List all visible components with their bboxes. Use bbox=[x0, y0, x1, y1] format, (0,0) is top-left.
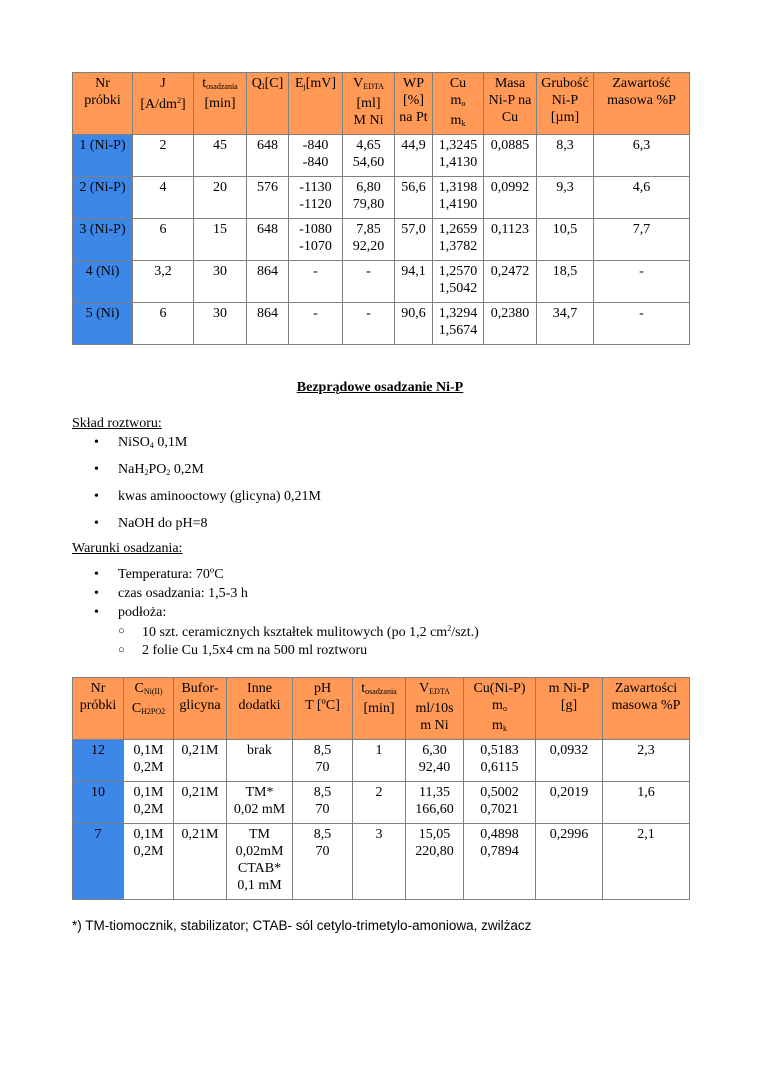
table-cell: 6,80 79,80 bbox=[343, 177, 395, 219]
table-cell: 94,1 bbox=[395, 261, 433, 303]
table-cell: 10 bbox=[73, 782, 124, 824]
table2-header-cell: Cu(Ni-P) $m_o$ $m_k$ bbox=[464, 678, 536, 740]
table-cell: 7 bbox=[73, 824, 124, 900]
table-cell: 6 bbox=[133, 219, 194, 261]
footnote: *) TM-tiomocznik, stabilizator; CTAB- sól cetylo-trimetylo-amoniowa, zwilżacz bbox=[72, 918, 532, 933]
table-cell: 576 bbox=[247, 177, 289, 219]
table-cell: -1130 -1120 bbox=[289, 177, 343, 219]
table1-header-cell: Grubość Ni-P [µm] bbox=[537, 73, 594, 135]
list-item: • kwas aminooctowy (glicyna) 0,21M bbox=[72, 489, 321, 516]
conditions-label: Warunki osadzania: bbox=[72, 541, 183, 556]
table-cell: - bbox=[343, 261, 395, 303]
table-cell: 6 bbox=[133, 303, 194, 345]
list-item: • podłoża: bbox=[72, 605, 248, 624]
table-cell: 7,7 bbox=[594, 219, 690, 261]
table-cell: 1,2659 1,3782 bbox=[433, 219, 484, 261]
substrate-list bbox=[118, 624, 479, 662]
table-row bbox=[73, 782, 690, 824]
table-cell: -840 -840 bbox=[289, 135, 343, 177]
table-cell: 1,3198 1,4190 bbox=[433, 177, 484, 219]
table1-header-cell: J $[A/dm^2]$ bbox=[133, 73, 194, 135]
table-cell: - bbox=[594, 303, 690, 345]
table-cell: 56,6 bbox=[395, 177, 433, 219]
table-row bbox=[73, 303, 690, 345]
table-cell: 0,0932 bbox=[536, 740, 603, 782]
table1-header-cell: $Q_I[C]$ bbox=[247, 73, 289, 135]
list-item: • NaOH do pH=8 bbox=[72, 516, 321, 537]
conditions-list bbox=[72, 567, 248, 624]
table-cell: 1,3294 1,5674 bbox=[433, 303, 484, 345]
table-cell: 2 bbox=[353, 782, 406, 824]
table-cell: 5 (Ni) bbox=[73, 303, 133, 345]
table-cell: 18,5 bbox=[537, 261, 594, 303]
list-item: ○ 10 szt. ceramicznych kształtek mulitowych (po 1,2 $cm^2/szt$.) bbox=[118, 624, 479, 643]
table-cell: 0,0885 bbox=[484, 135, 537, 177]
table-cell: 4,6 bbox=[594, 177, 690, 219]
table-cell: 44,9 bbox=[395, 135, 433, 177]
table-cell: 1,6 bbox=[603, 782, 690, 824]
table-cell: 0,1M 0,2M bbox=[124, 824, 174, 900]
table-cell: 864 bbox=[247, 261, 289, 303]
table-row bbox=[73, 261, 690, 303]
list-item: • $NaH_2PO_2$ 0,2M bbox=[72, 462, 321, 489]
table-cell: 7,85 92,20 bbox=[343, 219, 395, 261]
table2-header-cell: Inne dodatki bbox=[227, 678, 293, 740]
table-cell: 4 bbox=[133, 177, 194, 219]
table-cell: 0,4898 0,7894 bbox=[464, 824, 536, 900]
list-item: ○ 2 folie Cu 1,5x4 cm na 500 ml roztworu bbox=[118, 643, 479, 662]
table2-header-cell: m Ni-P [g] bbox=[536, 678, 603, 740]
table-cell: - bbox=[594, 261, 690, 303]
table2-header-cell: $V_{EDTA}$ ml/10s m Ni bbox=[406, 678, 464, 740]
table-cell: 0,5183 0,6115 bbox=[464, 740, 536, 782]
table-cell: 90,6 bbox=[395, 303, 433, 345]
table-cell: 0,2996 bbox=[536, 824, 603, 900]
table-cell: TM* 0,02 mM bbox=[227, 782, 293, 824]
table-cell: 34,7 bbox=[537, 303, 594, 345]
table2-header-row bbox=[73, 678, 690, 740]
table-row bbox=[73, 177, 690, 219]
table-cell: 1 (Ni-P) bbox=[73, 135, 133, 177]
table1-header-row bbox=[73, 73, 690, 135]
table-cell: 0,21M bbox=[174, 782, 227, 824]
solution-label: Skład roztworu: bbox=[72, 416, 162, 431]
table-cell: 0,1M 0,2M bbox=[124, 740, 174, 782]
table1-header-cell: $V_{EDTA}$ [ml] M Ni bbox=[343, 73, 395, 135]
table-cell: 4 (Ni) bbox=[73, 261, 133, 303]
table-cell: - bbox=[289, 261, 343, 303]
table-cell: 30 bbox=[194, 261, 247, 303]
table-cell: 2 bbox=[133, 135, 194, 177]
table-cell: 1 bbox=[353, 740, 406, 782]
table-electrodeposition bbox=[72, 72, 690, 345]
table-cell: 648 bbox=[247, 219, 289, 261]
table-cell: brak bbox=[227, 740, 293, 782]
table-cell: 0,1123 bbox=[484, 219, 537, 261]
table-cell: 6,3 bbox=[594, 135, 690, 177]
list-item: • czas osadzania: 1,5-3 h bbox=[72, 586, 248, 605]
table1-header-cell: Cu $m_o$ $m_k$ bbox=[433, 73, 484, 135]
table-cell: 3 bbox=[353, 824, 406, 900]
table-cell: 30 bbox=[194, 303, 247, 345]
table-cell: 0,21M bbox=[174, 740, 227, 782]
table2-header-cell: pH T [ºC] bbox=[293, 678, 353, 740]
table-row bbox=[73, 135, 690, 177]
table1-header-cell: $E_j[mV]$ bbox=[289, 73, 343, 135]
table-cell: 8,5 70 bbox=[293, 824, 353, 900]
table-cell: 8,5 70 bbox=[293, 782, 353, 824]
table-cell: 15 bbox=[194, 219, 247, 261]
table-cell: 1,3245 1,4130 bbox=[433, 135, 484, 177]
table-cell: 12 bbox=[73, 740, 124, 782]
solution-list bbox=[72, 435, 321, 537]
table-row bbox=[73, 740, 690, 782]
table2-header-cell: $t_{osadzania}$ [min] bbox=[353, 678, 406, 740]
table-cell: 2 (Ni-P) bbox=[73, 177, 133, 219]
table-cell: 8,5 70 bbox=[293, 740, 353, 782]
list-item: • NiSO$_4$ 0,1M bbox=[72, 435, 321, 462]
table-cell: 6,30 92,40 bbox=[406, 740, 464, 782]
table-cell: 10,5 bbox=[537, 219, 594, 261]
table-cell: -1080 -1070 bbox=[289, 219, 343, 261]
section-title: Bezprądowe osadzanie Ni-P bbox=[296, 380, 464, 395]
table-cell: 20 bbox=[194, 177, 247, 219]
table-cell: 8,3 bbox=[537, 135, 594, 177]
table-row bbox=[73, 824, 690, 900]
table1-header-cell: Zawartość masowa %P bbox=[594, 73, 690, 135]
table-cell: - bbox=[289, 303, 343, 345]
table2-header-cell: Zawartości masowa %P bbox=[603, 678, 690, 740]
table2-header-cell: $C_{Ni(II)}$ $C_{H2PO2}$ bbox=[124, 678, 174, 740]
table-cell: 1,2570 1,5042 bbox=[433, 261, 484, 303]
table-cell: 0,2019 bbox=[536, 782, 603, 824]
table-cell: 0,1M 0,2M bbox=[124, 782, 174, 824]
table-cell: 0,5002 0,7021 bbox=[464, 782, 536, 824]
table-cell: - bbox=[343, 303, 395, 345]
table-cell: 2,1 bbox=[603, 824, 690, 900]
table2-header-cell: Bufor- glicyna bbox=[174, 678, 227, 740]
table-cell: 0,2472 bbox=[484, 261, 537, 303]
table-cell: 864 bbox=[247, 303, 289, 345]
table-cell: 0,0992 bbox=[484, 177, 537, 219]
table-cell: 0,21M bbox=[174, 824, 227, 900]
table2-header-cell: Nr próbki bbox=[73, 678, 124, 740]
table-electroless bbox=[72, 677, 690, 900]
table-cell: 9,3 bbox=[537, 177, 594, 219]
table-cell: 45 bbox=[194, 135, 247, 177]
table-cell: 0,2380 bbox=[484, 303, 537, 345]
table-cell: 4,65 54,60 bbox=[343, 135, 395, 177]
table-cell: 11,35 166,60 bbox=[406, 782, 464, 824]
table-cell: TM 0,02mM CTAB* 0,1 mM bbox=[227, 824, 293, 900]
table-cell: 3 (Ni-P) bbox=[73, 219, 133, 261]
list-item: • Temperatura: 70ºC bbox=[72, 567, 248, 586]
table-cell: 15,05 220,80 bbox=[406, 824, 464, 900]
table-row bbox=[73, 219, 690, 261]
table-cell: 57,0 bbox=[395, 219, 433, 261]
table-cell: 3,2 bbox=[133, 261, 194, 303]
table1-header-cell: Nr próbki bbox=[73, 73, 133, 135]
table1-header-cell: $t_{osadzania}$ [min] bbox=[194, 73, 247, 135]
table1-header-cell: Masa Ni-P na Cu bbox=[484, 73, 537, 135]
table-cell: 2,3 bbox=[603, 740, 690, 782]
table1-header-cell: WP [%] na Pt bbox=[395, 73, 433, 135]
table-cell: 648 bbox=[247, 135, 289, 177]
